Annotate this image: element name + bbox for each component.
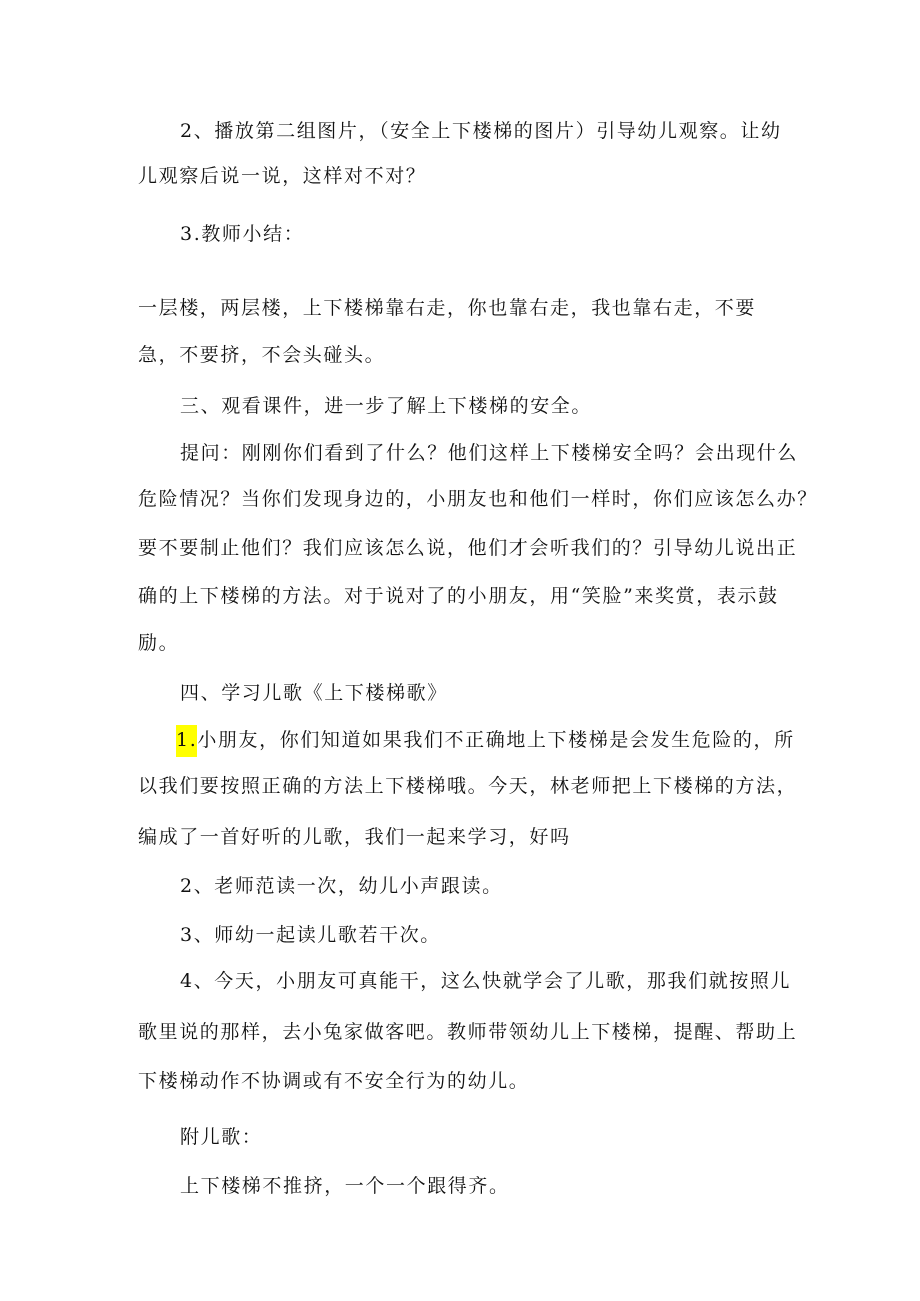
step-4-line-2: 歌里说的那样，去小兔家做客吧。教师带领幼儿上下楼梯，提醒、帮助上 <box>138 1021 798 1043</box>
section-four-heading: 四、学习儿歌《上下楼梯歌》 <box>180 682 448 704</box>
step-1-line-2: 以我们要按照正确的方法上下楼梯哦。今天，林老师把上下楼梯的方法， <box>138 775 798 797</box>
teacher-summary-heading: 3.教师小结： <box>180 223 305 245</box>
step-2-teacher-reads: 2、老师范读一次，幼儿小声跟读。 <box>180 875 503 897</box>
step-4-line-3: 下楼梯动作不协调或有不安全行为的幼儿。 <box>138 1070 530 1092</box>
step-1-line-1 <box>176 727 795 753</box>
step-1-line-1-text: 小朋友，你们知道如果我们不正确地上下楼梯是会发生危险的，所 <box>197 729 795 751</box>
question-paragraph-line-1: 提问：刚刚你们看到了什么？他们这样上下楼梯安全吗？会出现什么 <box>180 442 799 464</box>
highlighted-step-number: 1. <box>176 725 197 757</box>
step-1-line-3: 编成了一首好听的儿歌，我们一起来学习，好吗 <box>138 826 571 848</box>
question-paragraph-line-4: 确的上下楼梯的方法。对于说对了的小朋友，用“笑脸”来奖赏，表示鼓 <box>138 585 779 607</box>
question-paragraph-line-3: 要不要制止他们？我们应该怎么说，他们才会听我们的？引导幼儿说出正 <box>138 537 798 559</box>
appendix-rhyme-heading: 附儿歌： <box>180 1126 263 1148</box>
step-3-read-together: 3、师幼一起读儿歌若干次。 <box>180 924 441 946</box>
question-paragraph-line-2: 危险情况？当你们发现身边的，小朋友也和他们一样时，你们应该怎么办？ <box>138 488 818 510</box>
question-paragraph-line-5: 励。 <box>138 632 180 654</box>
section-three-heading: 三、观看课件，进一步了解上下楼梯的安全。 <box>180 395 593 417</box>
paragraph-step-2-line-2: 儿观察后说一说，这样对不对？ <box>138 165 427 187</box>
summary-rhyme-line-1: 一层楼，两层楼，上下楼梯靠右走，你也靠右走，我也靠右走，不要 <box>138 297 757 319</box>
summary-rhyme-line-2: 急，不要挤，不会头碰头。 <box>138 344 386 366</box>
rhyme-line-1: 上下楼梯不推挤，一个一个跟得齐。 <box>180 1175 510 1197</box>
paragraph-step-2-line-1: 2、播放第二组图片，（安全上下楼梯的图片）引导幼儿观察。让幼 <box>180 120 782 142</box>
step-4-line-1: 4、今天，小朋友可真能干，这么快就学会了儿歌，那我们就按照儿 <box>180 970 792 992</box>
